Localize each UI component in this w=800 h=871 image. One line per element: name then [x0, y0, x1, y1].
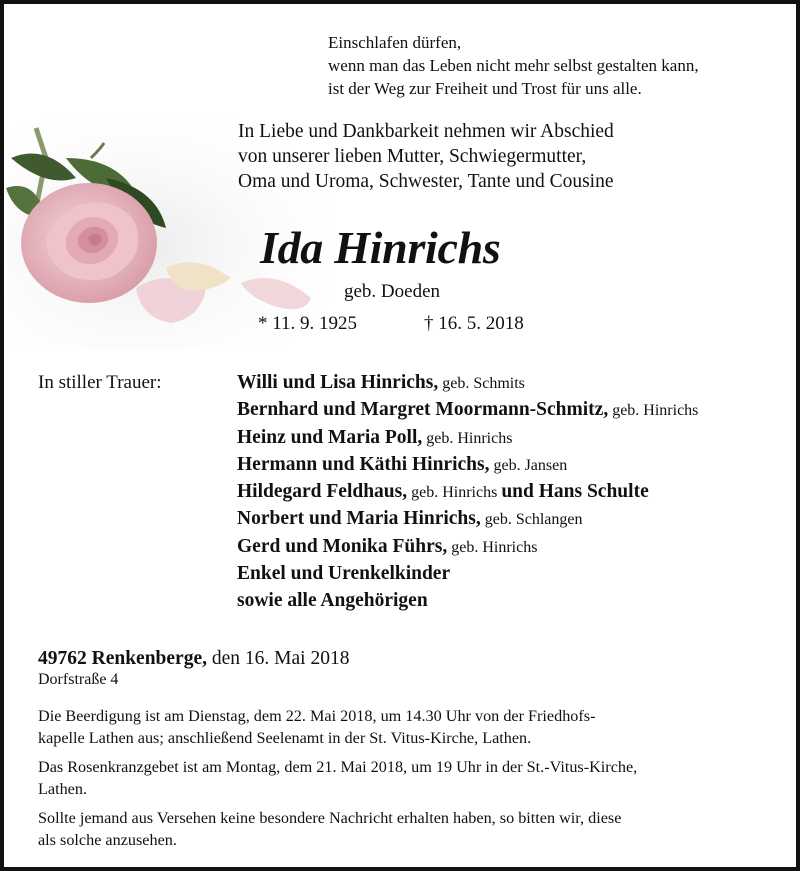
mourner-row	[237, 478, 698, 505]
mourner-nee: geb. Hinrichs	[612, 402, 699, 420]
mourner-names: Hildegard Feldhaus,	[237, 481, 408, 503]
paragraph-line: Die Beerdigung ist am Dienstag, dem 22. Mai 2018, um 14.30 Uhr von der Friedhofs-	[38, 707, 596, 725]
street-address: Dorfstraße 4	[38, 671, 119, 688]
mourners-list	[237, 369, 698, 615]
mourner-nee: geb. Schmits	[442, 375, 525, 392]
mourner-row	[237, 505, 698, 532]
intro-line: von unserer lieben Mutter, Schwiegermutter,	[238, 146, 587, 167]
mourner-row	[237, 396, 698, 423]
mourner-row	[237, 424, 698, 451]
intro-text	[238, 119, 614, 194]
mourner-names: Norbert und Maria Hinrichs,	[237, 508, 481, 530]
paragraph-line: kapelle Lathen aus; anschließend Seelenamt in der St. Vitus-Kirche, Lathen.	[38, 728, 532, 747]
funeral-paragraph	[38, 706, 762, 749]
place-date	[38, 647, 349, 671]
mourner-row	[237, 369, 698, 396]
mourner-extra: und Hans Schulte	[501, 481, 649, 503]
mourner-names: Gerd und Monika Führs,	[237, 535, 448, 557]
poem-line: ist der Weg zur Freiheit und Trost für uns alle.	[328, 79, 642, 98]
poem	[328, 31, 699, 100]
mourner-row	[237, 451, 698, 478]
mourning-label: In stiller Trauer:	[38, 372, 162, 393]
life-dates	[258, 313, 524, 335]
mourner-nee: geb. Hinrichs	[426, 429, 513, 447]
mourner-row	[237, 560, 698, 587]
mourner-nee: geb. Hinrichs	[451, 538, 538, 556]
mourner-nee: geb. Jansen	[493, 456, 568, 474]
mourner-nee: geb. Hinrichs	[411, 484, 498, 502]
poem-line: wenn man das Leben nicht mehr selbst gestalten kann,	[328, 56, 699, 75]
intro-line: In Liebe und Dankbarkeit nehmen wir Abschied	[238, 121, 614, 142]
paragraph-line: Lathen.	[38, 779, 87, 798]
mourner-names: sowie alle Angehörigen	[237, 590, 428, 612]
mourner-row	[237, 587, 698, 614]
place: 49762 Renkenberge,	[38, 648, 207, 669]
intro-line: Oma und Uroma, Schwester, Tante und Cousine	[238, 171, 614, 192]
rosary-paragraph	[38, 757, 762, 800]
mourner-names: Hermann und Käthi Hinrichs,	[237, 453, 490, 475]
mourner-nee: geb. Schlangen	[484, 511, 583, 529]
mourner-row	[237, 533, 698, 560]
deceased-name: Ida Hinrichs	[260, 222, 501, 273]
notice-paragraph	[38, 808, 762, 851]
mourner-names: Heinz und Maria Poll,	[237, 426, 423, 448]
death-date: † 16. 5. 2018	[424, 313, 524, 334]
paragraph-line: als solche anzusehen.	[38, 830, 177, 849]
paragraph-line: Sollte jemand aus Versehen keine besondere Nachricht erhalten haben, so bitten wir, diese	[38, 809, 622, 827]
poem-line: Einschlafen dürfen,	[328, 33, 462, 52]
mourner-names: Willi und Lisa Hinrichs,	[237, 372, 439, 393]
birth-date: * 11. 9. 1925	[258, 313, 358, 334]
mourner-names: Bernhard und Margret Moormann-Schmitz,	[237, 399, 609, 421]
mourner-names: Enkel und Urenkelkinder	[237, 563, 451, 585]
maiden-name: geb. Doeden	[344, 281, 441, 302]
date: den 16. Mai 2018	[211, 648, 350, 669]
paragraph-line: Das Rosenkranzgebet ist am Montag, dem 21. Mai 2018, um 19 Uhr in der St.-Vitus-Kirche,	[38, 758, 638, 776]
